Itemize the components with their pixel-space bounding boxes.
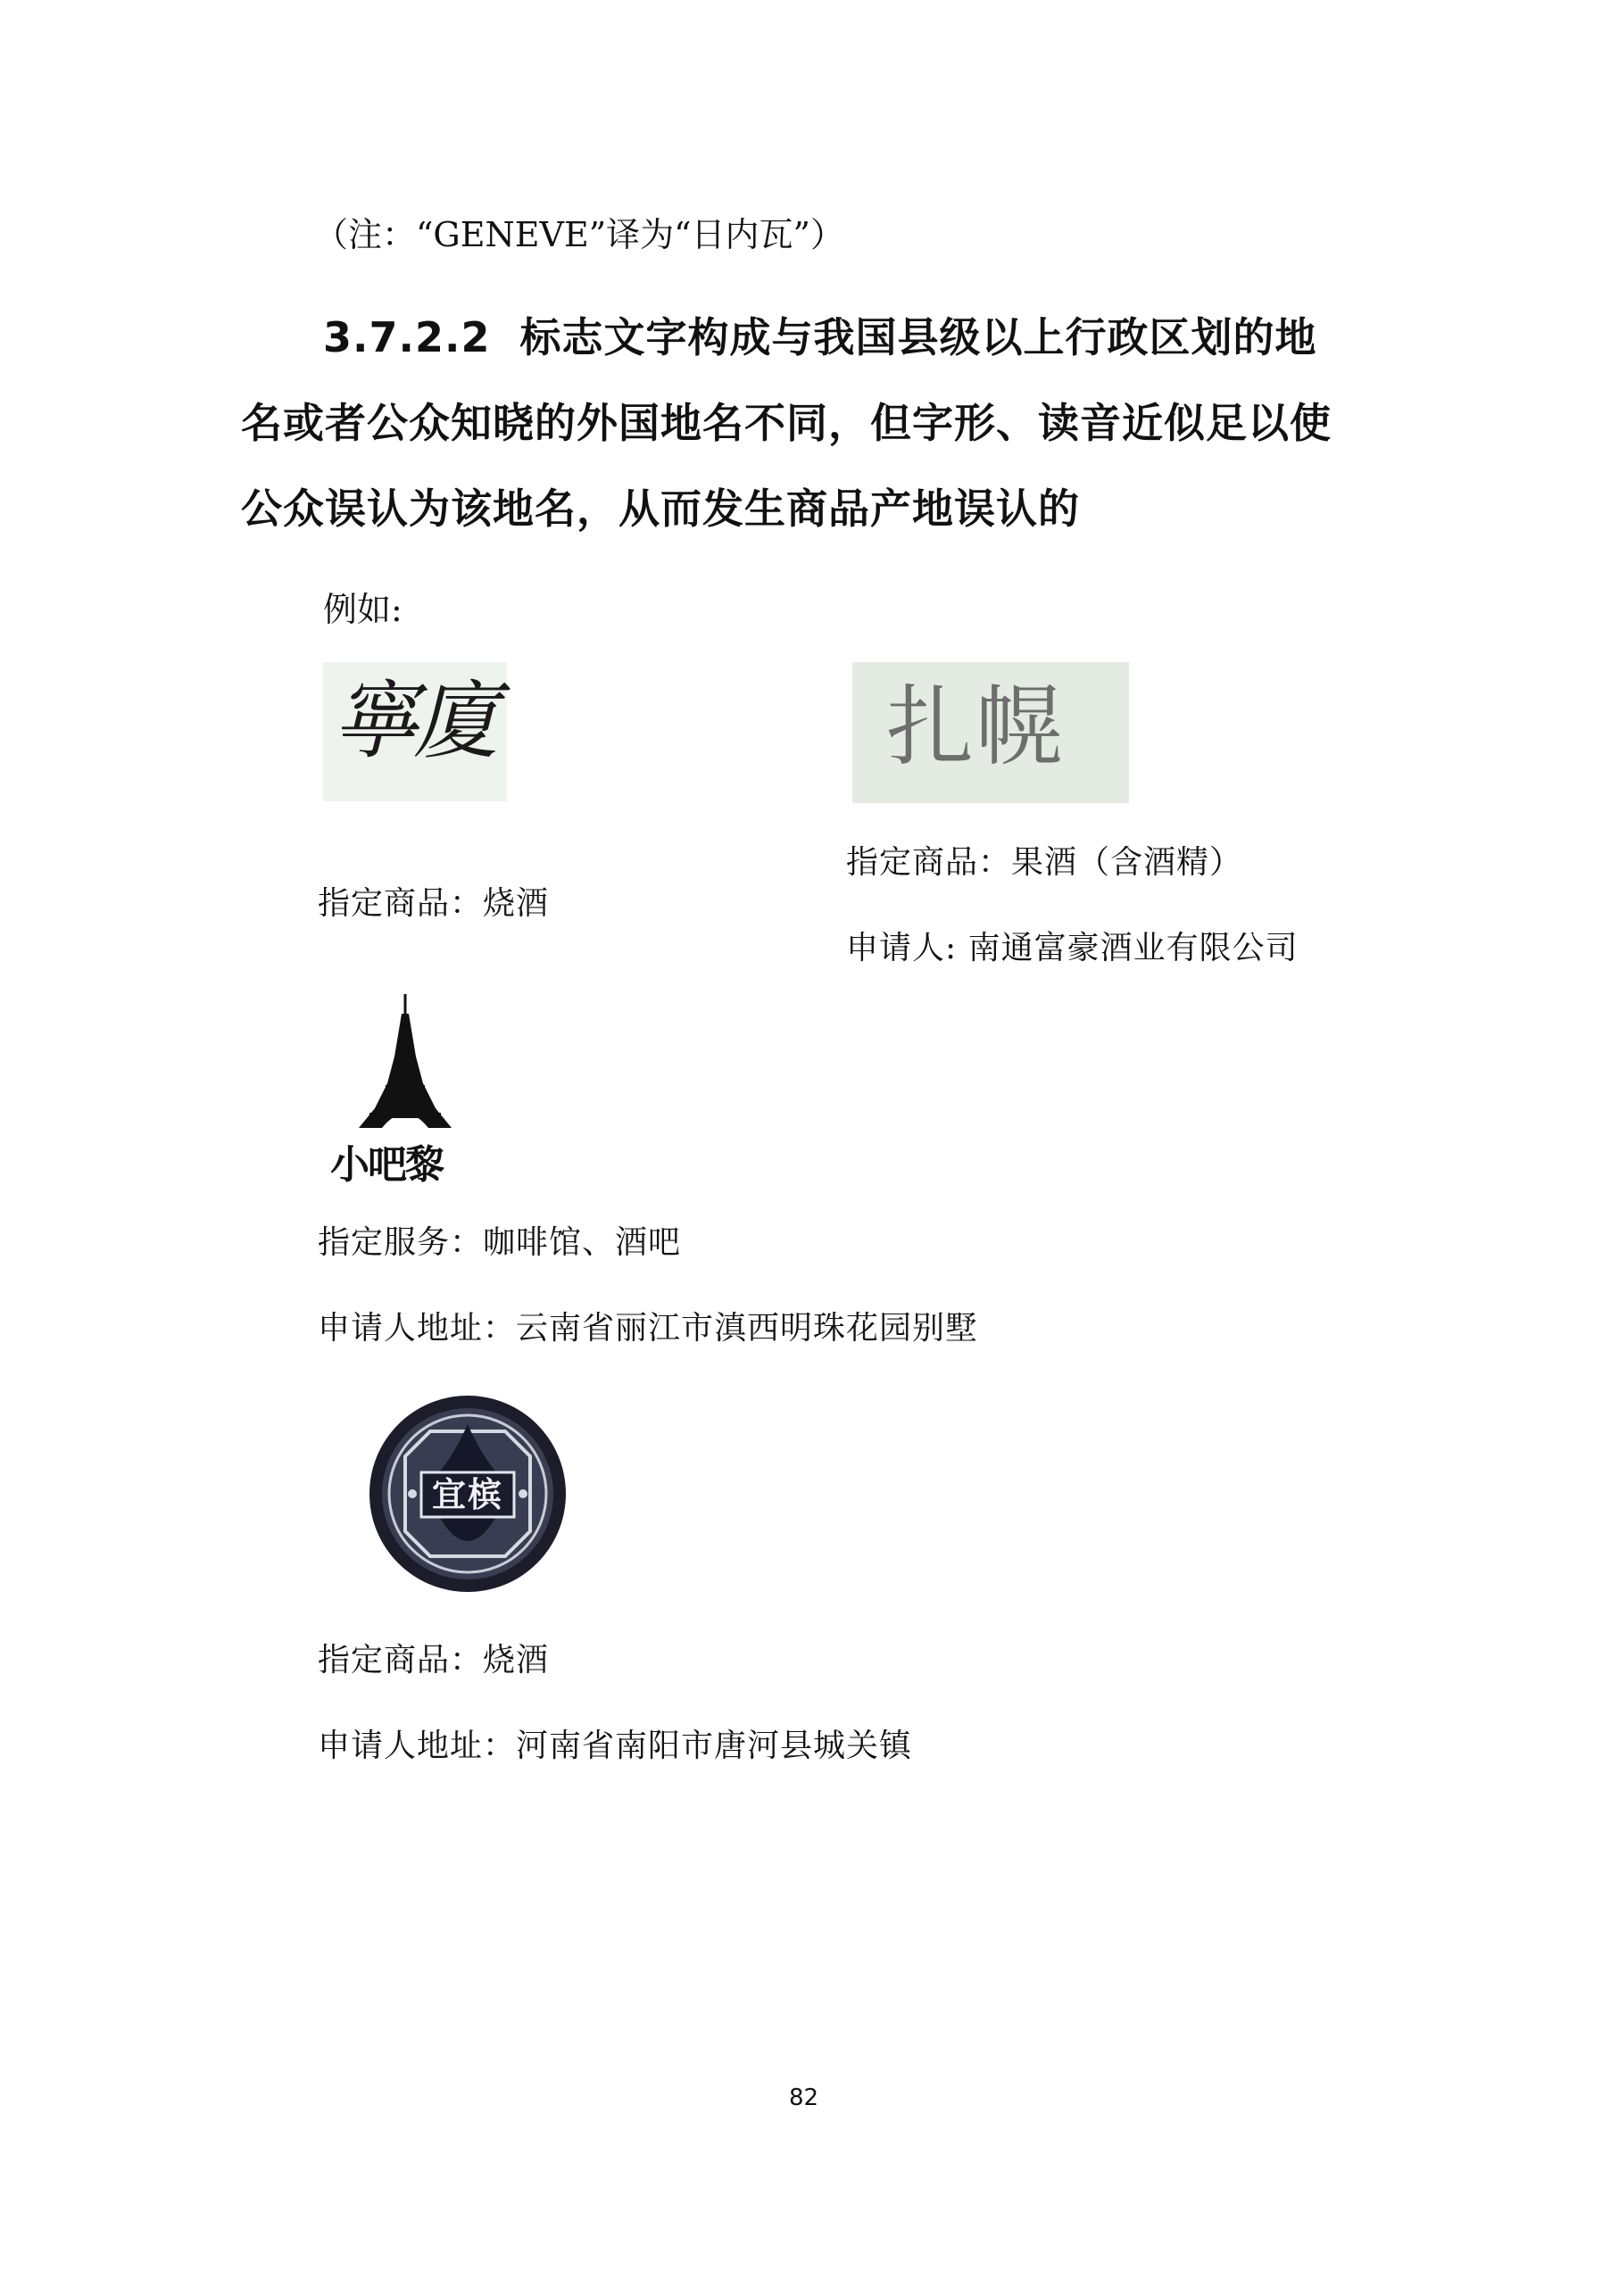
trademark-logo-ningxia <box>323 662 507 801</box>
example3-goods: 指定服务：咖啡馆、酒吧 <box>318 1224 682 1261</box>
section-title-line2: 名或者公众知晓的外国地名不同，但字形、读音近似足以使 <box>241 399 1332 447</box>
example4-goods: 指定商品：烧酒 <box>318 1642 550 1678</box>
section-title-line3: 公众误认为该地名，从而发生商品产地误认的 <box>241 485 1080 533</box>
logo-text: 扎幌 <box>886 676 1066 778</box>
example-label: 例如: <box>323 590 403 629</box>
logo-text: 宜槟 <box>431 1474 503 1514</box>
trademark-logo-xiaobali <box>330 994 491 1190</box>
section-title-line1: 标志文字构成与我国县级以上行政区划的地 <box>519 313 1317 361</box>
logo-text: 寧廈 <box>332 671 496 771</box>
page-number: 82 <box>789 2085 819 2111</box>
trademark-logo-zhahuang <box>852 662 1129 803</box>
section-number: 3.7.2.2 <box>323 313 491 361</box>
example3-address: 申请人地址：云南省丽江市滇西明珠花园别墅 <box>318 1310 979 1347</box>
translation-note: （注：“GENEVE”译为“日内瓦”） <box>314 215 844 254</box>
eiffel-tower-icon <box>330 994 491 1146</box>
example2-goods: 指定商品：果酒（含酒精） <box>846 844 1243 881</box>
example2-applicant: 申请人: 南通富豪酒业有限公司 <box>846 930 1299 966</box>
section-heading-line1 <box>323 294 1316 380</box>
example4-address: 申请人地址：河南省南阳市唐河县城关镇 <box>318 1728 913 1764</box>
example1-goods: 指定商品：烧酒 <box>318 885 550 922</box>
logo-text: 小吧黎 <box>330 1142 443 1188</box>
trademark-logo-yibin <box>368 1394 568 1594</box>
